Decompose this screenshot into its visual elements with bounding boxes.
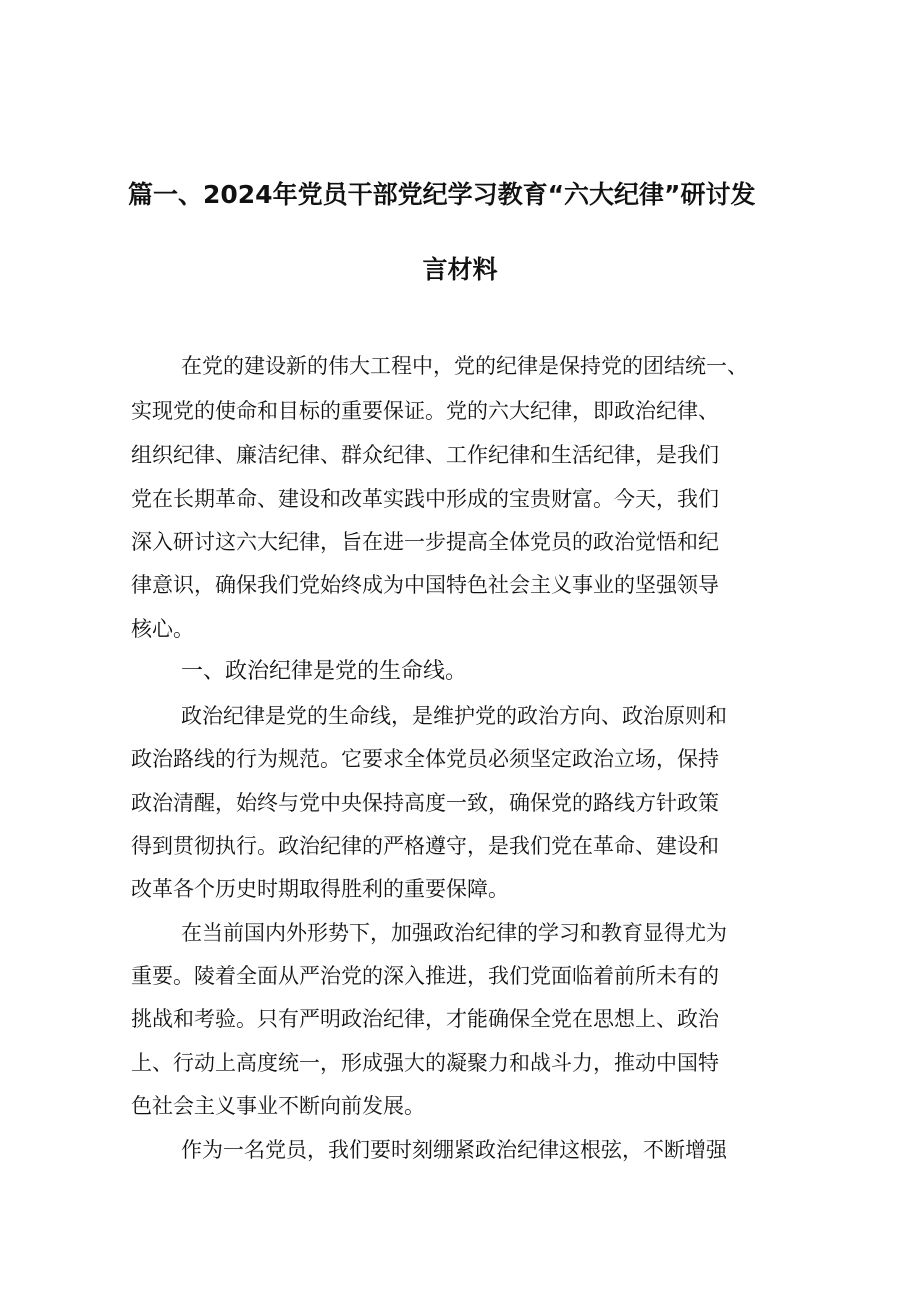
- intro-line: 核心。: [131, 617, 194, 641]
- para2-line: 挑战和考验。只有严明政治纪律，才能确保全党在思想上、政治: [131, 1007, 719, 1031]
- para2-line: 上、行动上高度统一，形成强大的凝聚力和战斗力，推动中国特: [131, 1051, 719, 1075]
- document-title-line-1: 篇一、2024年党员干部党纪学习教育“六大纪律”研讨发: [128, 180, 756, 209]
- para1-line: 改革各个历史时期取得胜利的重要保障。: [131, 877, 509, 901]
- document-title-line-2: 言材料: [422, 255, 498, 284]
- para2-line: 色社会主义事业不断向前发展。: [131, 1094, 425, 1118]
- intro-line: 实现党的使命和目标的重要保证。党的六大纪律，即政治纪律、: [131, 399, 719, 423]
- para2-line: 在当前国内外形势下，加强政治纪律的学习和教育显得尤为: [181, 921, 727, 945]
- para1-line: 政治清醒，始终与党中央保持高度一致，确保党的路线方针政策: [131, 791, 719, 815]
- intro-line: 深入研讨这六大纪律，旨在进一步提高全体党员的政治觉悟和纪: [131, 530, 719, 554]
- para1-line: 政治路线的行为规范。它要求全体党员必须坚定政治立场，保持: [131, 747, 719, 771]
- para1-line: 得到贯彻执行。政治纪律的严格遵守，是我们党在革命、建设和: [131, 834, 719, 858]
- section-heading: 一、政治纪律是党的生命线。: [181, 659, 468, 684]
- intro-line: 组织纪律、廉洁纪律、群众纪律、工作纪律和生活纪律，是我们: [131, 443, 719, 467]
- para3-line: 作为一名党员，我们要时刻绷紧政治纪律这根弦，不断增强: [181, 1138, 727, 1162]
- intro-line: 党在长期革命、建设和改革实践中形成的宝贵财富。今天，我们: [131, 487, 719, 511]
- intro-line: 律意识，确保我们党始终成为中国特色社会主义事业的坚强领导: [131, 573, 719, 597]
- intro-line: 在党的建设新的伟大工程中，党的纪律是保持党的团结统一、: [181, 354, 748, 378]
- para2-line: 重要。陵着全面从严治党的深入推进，我们党面临着前所未有的: [131, 964, 719, 988]
- para1-line: 政治纪律是党的生命线，是维护党的政治方向、政治原则和: [181, 704, 727, 728]
